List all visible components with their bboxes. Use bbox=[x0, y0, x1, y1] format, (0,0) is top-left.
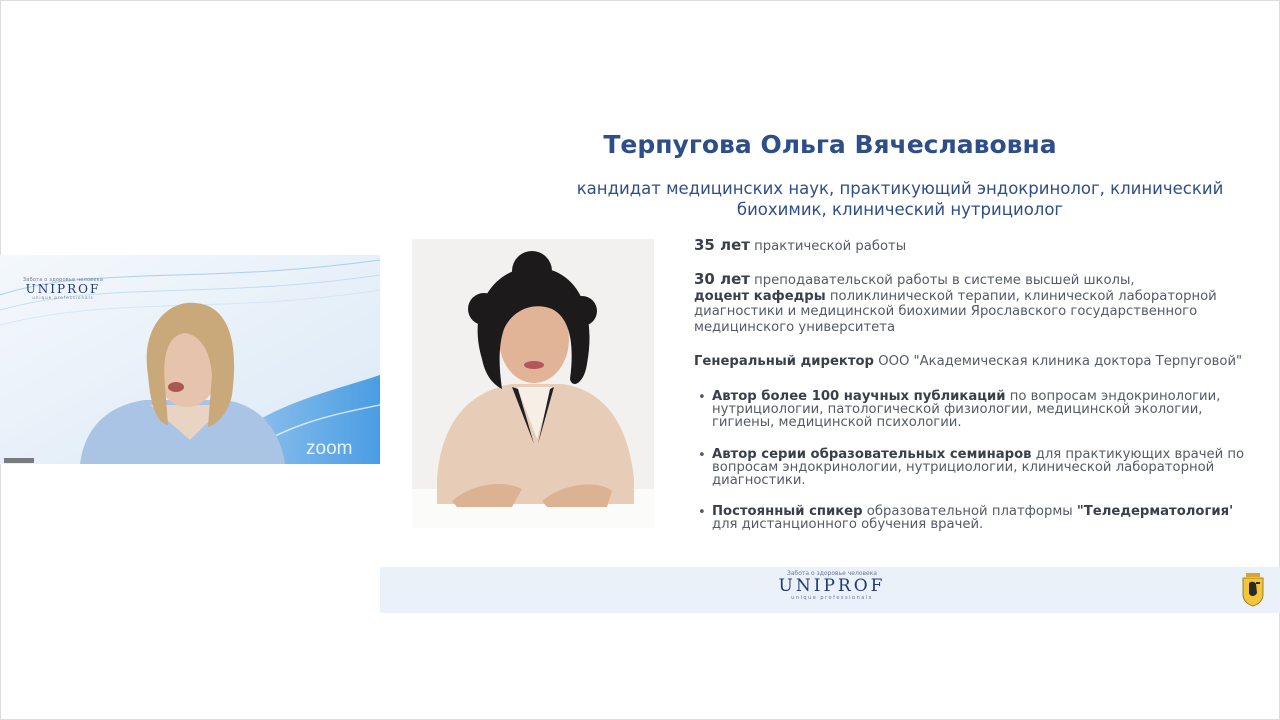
bullet-text: образовательной платформы bbox=[866, 504, 1073, 519]
practice-years: 35 лет bbox=[694, 236, 750, 254]
director-text: ООО "Академическая клиника доктора Терпуговой" bbox=[878, 354, 1243, 369]
director-position bbox=[694, 354, 1242, 370]
bullet-marker: • bbox=[698, 448, 706, 463]
speaker-portrait-illustration bbox=[412, 239, 654, 528]
webcam-video-tile[interactable] bbox=[0, 255, 380, 464]
webcam-logo-brand: UNIPROF bbox=[25, 282, 101, 296]
teaching-years: 30 лет bbox=[694, 270, 750, 288]
docent-text: поликлинической терапии, клинической лабораторной диагностики и медицинской биохимии Ярославского государственного медицинского университета bbox=[694, 288, 1217, 335]
speaker-credentials: кандидат медицинских наук, практикующий эндокринолог, клинический биохимик, клинический нутрициолог bbox=[576, 179, 1224, 219]
teaching-experience bbox=[694, 272, 1264, 335]
speaker-portrait bbox=[412, 239, 654, 528]
webcam-logo-sub: unique professionals bbox=[32, 295, 94, 300]
bullet-text: для практикующих врачей по вопросам эндокринологии, нутрициологии, клинической лабораторной диагностики. bbox=[712, 447, 1245, 488]
bullet-marker: • bbox=[698, 390, 706, 405]
director-label: Генеральный директор bbox=[694, 354, 874, 369]
footer-logo-sub: unique professionals bbox=[791, 595, 873, 601]
bullet-marker: • bbox=[698, 505, 706, 520]
bullet-bold: Автор серии образовательных семинаров bbox=[712, 447, 1032, 462]
practice-experience bbox=[694, 238, 906, 255]
webcam-uniprof-logo bbox=[18, 277, 108, 300]
footer-uniprof-logo bbox=[772, 570, 892, 601]
coat-of-arms-icon bbox=[1240, 571, 1266, 607]
teaching-text: преподавательской работы в системе высшей школы, bbox=[754, 273, 1135, 288]
bullet-bold: Постоянный спикер bbox=[712, 504, 863, 519]
slide-footer-band bbox=[380, 567, 1280, 613]
bullet-bold: Автор более 100 научных публикаций bbox=[712, 389, 1006, 404]
bullet-bold-platform: "Теледерматология' bbox=[1076, 504, 1234, 519]
docent-label: доцент кафедры bbox=[694, 288, 826, 304]
footer-logo-tagline: Забота о здоровье человека bbox=[787, 570, 877, 577]
bullet-text-end: для дистанционного обучения врачей. bbox=[712, 517, 984, 532]
footer-logo-brand: UNIPROF bbox=[778, 576, 886, 596]
participant-name-tag bbox=[4, 458, 34, 463]
zoom-watermark: zoom bbox=[306, 438, 353, 459]
practice-text: практической работы bbox=[754, 239, 907, 254]
bullet-text: по вопросам эндокринологии, нутрициологии, патологической физиологии, медицинской экологии, гигиены, медицинской психологии. bbox=[712, 389, 1221, 430]
speaker-name-title: Терпугова Ольга Вячеславовна bbox=[603, 130, 1057, 159]
webcam-logo-tagline: Забота о здоровье человека bbox=[22, 277, 104, 283]
